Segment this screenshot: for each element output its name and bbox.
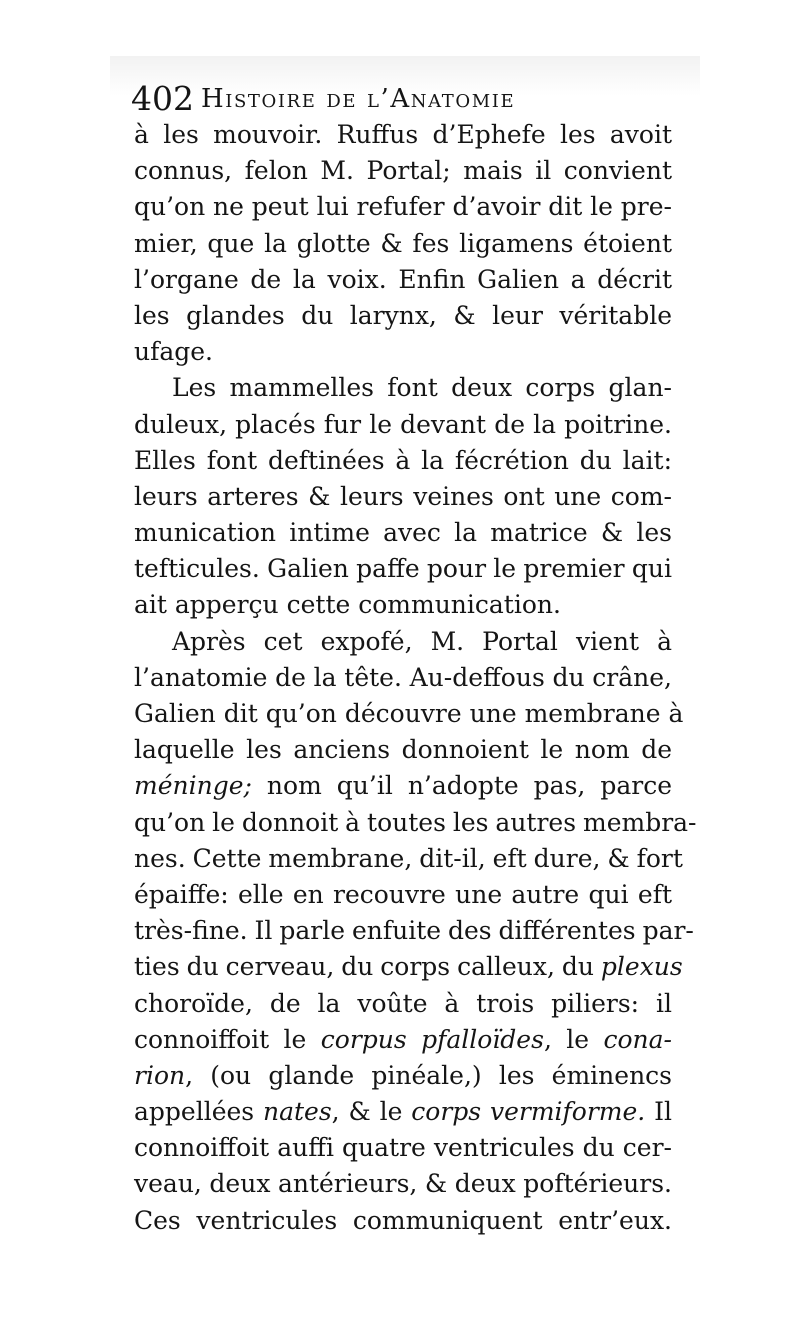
text-run: l’anatomie de la tête. Au-deffous du crâne,	[134, 662, 672, 692]
italic-term: cona-	[603, 1024, 672, 1054]
text-run: les glandes du larynx, & leur véritable	[134, 300, 672, 330]
text-run: nes. Cette membrane, dit-il, eft dure, & fort	[134, 843, 683, 873]
italic-term: nates	[262, 1097, 332, 1127]
text-run: munication intime avec la matrice & les	[134, 518, 672, 548]
text-line	[134, 334, 672, 370]
text-line	[134, 226, 672, 262]
text-line	[134, 479, 672, 515]
text-run: épaiffe: elle en recouvre une autre qui eft	[134, 879, 672, 909]
text-run: Les mammelles font deux corps glan-	[172, 373, 672, 403]
text-line	[134, 949, 683, 985]
text-line	[134, 732, 672, 768]
text-line	[134, 1130, 672, 1166]
text-run: tefticules. Galien paffe pour le premier qui	[134, 554, 672, 584]
text-line	[134, 370, 672, 406]
text-line	[134, 189, 672, 225]
italic-term: méninge;	[134, 771, 252, 801]
text-run: qu’on le donnoit à toutes les autres membra-	[134, 807, 697, 837]
text-line	[134, 1203, 672, 1239]
text-run: ufage.	[134, 337, 214, 367]
text-run: Ces ventricules communiquent entr’eux.	[134, 1205, 672, 1235]
text-run: laquelle les anciens donnoient le nom de	[134, 735, 672, 765]
italic-term: corps vermiforme.	[411, 1097, 646, 1127]
text-line	[134, 153, 672, 189]
page-number: 402	[131, 79, 194, 118]
text-line	[134, 877, 672, 913]
body-text	[134, 117, 697, 1239]
text-run: connus, felon M. Portal; mais il convient	[134, 156, 672, 186]
text-line	[134, 587, 672, 623]
text-run: à les mouvoir. Ruffus d’Ephefe les avoit	[134, 120, 672, 149]
text-run: veau, deux antérieurs, & deux poftérieurs.	[134, 1169, 672, 1199]
text-line	[134, 407, 672, 443]
running-head: Histoire de l’Anatomie	[201, 84, 516, 114]
text-run: Galien dit qu’on découvre une membrane à	[134, 699, 684, 728]
text-line	[134, 515, 672, 551]
text-line	[134, 551, 672, 587]
text-run: qu’on ne peut lui refufer d’avoir dit le pre-	[134, 192, 672, 222]
text-run: connoiffoit le	[134, 1024, 321, 1054]
text-line	[134, 1058, 672, 1094]
text-line	[134, 660, 672, 696]
text-run: , (ou glande pinéale,) les éminencs	[185, 1060, 672, 1090]
text-run: Après cet expofé, M. Portal vient à	[172, 626, 672, 656]
text-line	[134, 768, 672, 804]
text-line	[134, 117, 672, 153]
text-run: , le	[543, 1024, 604, 1054]
text-line	[134, 841, 683, 877]
text-line	[134, 696, 684, 732]
text-run: , & le	[331, 1097, 412, 1127]
text-run: Il	[645, 1097, 672, 1127]
text-line	[134, 262, 672, 298]
text-line	[134, 1094, 672, 1130]
text-run: duleux, placés fur le devant de la poitrine.	[134, 409, 672, 439]
text-line	[134, 298, 672, 334]
text-line	[134, 624, 672, 660]
text-run: mier, que la glotte & fes ligamens étoient	[134, 228, 672, 258]
text-line	[134, 913, 694, 949]
text-run: ties du cerveau, du corps calleux, du	[134, 952, 601, 982]
text-line	[134, 805, 697, 841]
italic-term: corpus pfalloïdes	[320, 1024, 544, 1054]
italic-term: rion	[134, 1060, 186, 1090]
text-run: l’organe de la voix. Enfin Galien a décrit	[134, 264, 672, 294]
text-run: choroïde, de la voûte à trois piliers: il	[134, 988, 672, 1018]
italic-term: plexus	[600, 952, 683, 982]
text-line	[134, 1022, 672, 1058]
text-run: nom qu’il n’adopte pas, parce	[251, 771, 672, 801]
text-run: connoiffoit auffi quatre ventricules du cer-	[134, 1133, 672, 1163]
text-run: très-fine. Il parle enfuite des différentes par-	[134, 916, 694, 946]
text-run: ait apperçu cette communication.	[134, 590, 561, 620]
text-line	[134, 986, 672, 1022]
text-line	[134, 1166, 672, 1202]
text-run: appellées	[134, 1097, 263, 1127]
text-run: leurs arteres & leurs veines ont une com-	[134, 481, 672, 511]
text-run: Elles font deftinées à la fécrétion du lait:	[134, 445, 672, 475]
text-line	[134, 443, 672, 479]
